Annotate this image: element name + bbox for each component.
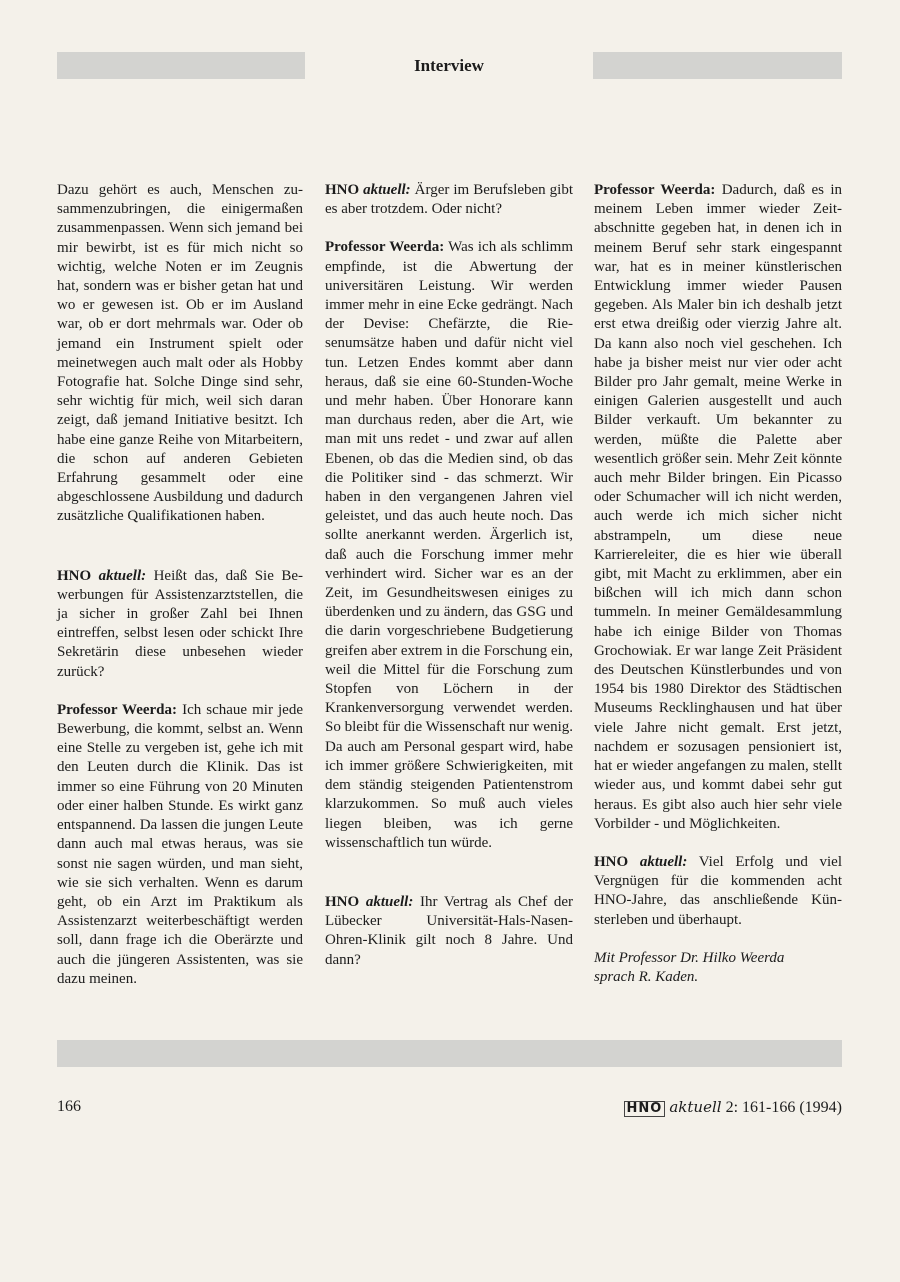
citation — [624, 1098, 842, 1117]
answer-paragraph: Dazu gehört es auch, Menschen zusammenzubringen, die einigermaßen zusammenpassen. Wenn sich jemand bei mir bewirbt, ist es für mich nicht so wichtig, welche Noten er im Zeugnis hat, sondern was er bisher getan hat und wo er gewesen ist. Ob er im Ausland war, ob er dort mehrmals war. Oder ob jemand ein Instrument spielt oder meinetwegen auch malt oder als Hobby Fotografie hat. Solche Dinge sind sehr, sehr wichtig für mich, weil sich daran zeigt, daß jemand Initiative besitzt. Ich habe eine ganze Reihe von Mitarbeitern, die schon auf anderen Gebieten Erfahrung gesammelt oder eine abgeschlossene Ausbildung und dadurch zusätzliche Qualifikationen haben. — [57, 182, 303, 525]
journal-wordmark: aktuell — [669, 1098, 722, 1116]
header-bar-right — [593, 52, 842, 79]
column-1 — [57, 181, 303, 989]
interviewer-label: HNO aktuell: — [325, 893, 414, 910]
section-title: Interview — [414, 56, 484, 75]
interviewer-label: HNO aktuell: — [594, 853, 688, 870]
page-number: 166 — [57, 1098, 81, 1115]
speaker-label: Professor Weerda: — [325, 239, 445, 256]
answer-paragraph: Professor Weerda: Dadurch, daß es in meinem Leben immer wieder Zeitabschnitte gegeben hat, in denen ich in meinem Beruf sehr stark eingespannt war, hat es in meiner künstlerischen Entwicklung immer wieder Pausen gegeben. Als Maler bin ich deshalb jetzt erst etwa dreißig oder vierzig Jahre alt. Da kann also noch viel geschehen. Ich habe ja bisher meist nur vier oder acht Bilder pro Jahr gemalt, meine Werke in einigen Galerien ausgestellt und auch Bilder verkauft. Um bekannter zu werden, müßte die Palette aber wesentlich größer sein. Mehr Zeit könnte auch mehr Bilder bringen. Ein Picasso oder Schumacher will ich nicht werden, auch werde ich mich sicher nicht abstrampeln, um diese neue Karriereleiter, die es hier wie überall gibt, mit Macht zu erklimmen, aber ein bißchen will ich mich dann schon tummeln. In meiner Gemäldesammlung habe ich einige Bilder von Thomas Grochowiak. Er war lange Zeit Präsident des Deutschen Künstlerbundes und von 1954 bis 1980 Direktor des Städtischen Museums Recklinghausen und hat über viele Jahre nicht gemalt. Erst jetzt, nachdem er sozusagen pensioniert ist, hat er wieder angefangen zu malen, stellt wieder aus, und kommt dabei sehr gut heraus. Es gibt also auch hier sehr viele Vorbilder - und Möglichkeiten. — [594, 182, 842, 832]
speaker-label: Professor Weerda: — [57, 701, 178, 718]
interviewer-label: HNO aktuell: — [57, 567, 147, 584]
footer-bar — [57, 1040, 842, 1067]
question-paragraph: HNO aktuell: Heißt das, daß Sie Bewerbungen für Assistenzarztstellen, die ja sicher in großer Zahl bei Ihnen eintreffen, selbst lesen oder schickt Ihre Sekretärin diese unbesehen wieder zurück? — [57, 567, 304, 680]
interviewer-label: HNO aktuell: — [325, 182, 411, 198]
citation-text: 2: 161-166 (1994) — [725, 1099, 842, 1116]
answer-paragraph: Professor Weerda: Ich schaue mir jede Bewerbung, die kommt, selbst an. Wenn eine Stelle zu vergeben ist, gehe ich mit den Leuten durch die Klinik. Das ist immer so eine Führung von 20 Minuten oder einer halben Stunde. Es wirkt ganz entspannend. Da lassen die jungen Leute dann auch mal etwas heraus, was sie sonst nie sagen würden, und man sieht, wie sie sich verhalten. Wenn es darum geht, ob ein Arzt im Praktikum als Assistenzarzt weiterbeschäftigt werden soll, dann frage ich die Oberärzte und auch die jüngeren Assistenten, was sie dazu meinen. — [57, 701, 303, 987]
speaker-label: Professor Weerda: — [594, 182, 716, 198]
question-paragraph: HNO aktuell: Ärger im Berufsleben gibt es aber trotzdem. Oder nicht? — [325, 182, 573, 218]
column-2 — [325, 181, 573, 970]
answer-paragraph: Professor Weerda: Was ich als schlimm empfinde, ist die Abwertung der universitären Leistung. Wir werden immer mehr in eine Ecke gedrängt. Nach der Devise: Chefärzte, die Riesenumsätze haben und dafür nicht viel tun. Letzen Endes kommt aber dann heraus, daß sie eine 60-Stunden-Woche und mehr haben. Über Honorare kann man durchaus reden, aber die Art, wie man mit uns redet - und zwar auf allen Ebenen, ob das die Medien sind, ob das die Politiker sind - das schmerzt. Wir haben in den vergangenen Jahren viel geleistet, und das auch heute noch. Das sollte anerkannt werden. Ärgerlich ist, daß auch die Forschung immer mehr verhindert wird. Sicher war es an der Zeit, im Gesundheitswesen einiges zu überdenken und zu ändern, das GSG und die darin vorgeschriebene Budgetierung greifen aber extrem in die Forschung ein, weil die Mittel für die Forschung zum Stopfen von Löchern in der Krankenversorgung verwendet werden. So bleibt für die Wissenschaft nur wenig. Da auch am Personal gespart wird, habe ich immer größere Schwierigkeiten, mit dem ständig steigenden Patientenstrom klarzukommen. So muß auch vieles liegen bleiben, was ich gerne wissenschaftlich tun würde. — [325, 239, 573, 851]
column-3 — [594, 181, 842, 987]
journal-logo: HNO — [624, 1101, 666, 1117]
interview-credit: Mit Professor Dr. Hilko Weerda sprach R. Kaden. — [594, 949, 785, 985]
question-paragraph: HNO aktuell: Viel Erfolg und viel Vergnügen für die kommenden acht HNO-Jahre, das anschließende Künsterleben und überhaupt. — [594, 853, 842, 928]
header-bar-left — [57, 52, 305, 79]
question-paragraph: HNO aktuell: Ihr Vertrag als Chef der Lübecker Universität-Hals-Nasen-Ohren-Klinik gilt noch 8 Jahre. Und dann? — [325, 893, 573, 968]
